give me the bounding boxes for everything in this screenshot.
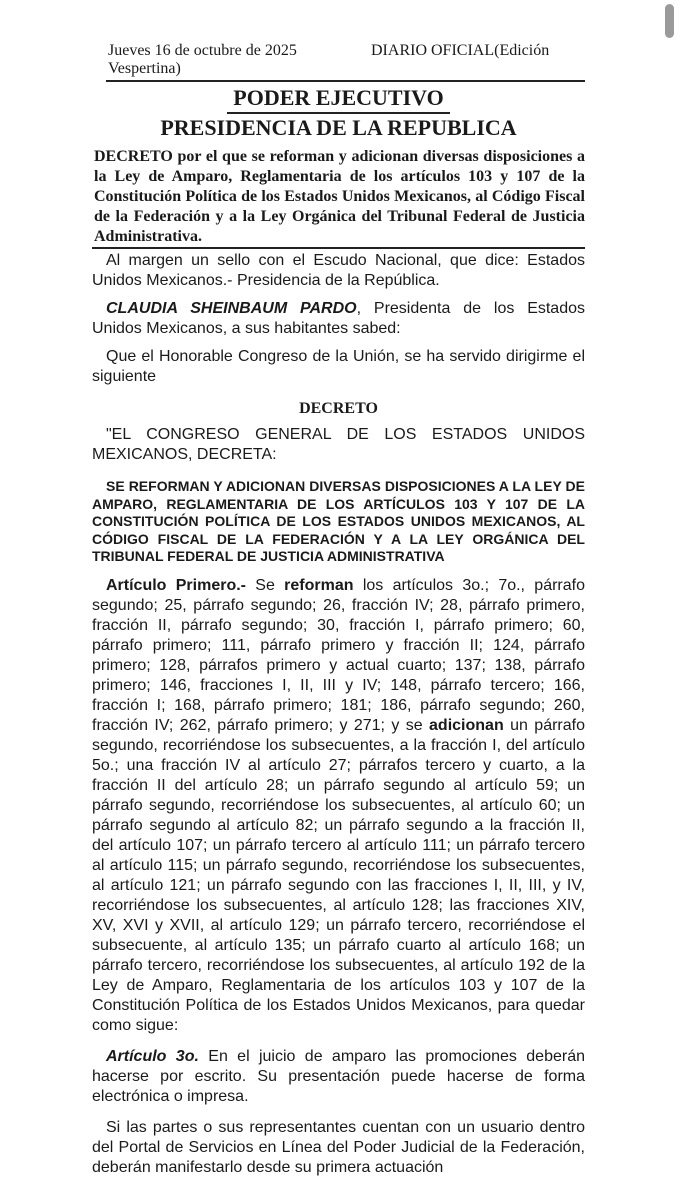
reform-heading: SE REFORMAN Y ADICIONAN DIVERSAS DISPOSICIONES A LA LEY DE AMPARO, REGLAMENTARIA DE LOS ARTÍCULOS 103 Y 107 DE LA CONSTITUCIÓN POLÍTICA DE LOS ESTADOS UNIDOS MEXICANOS, AL CÓDIGO FISCAL DE LA FEDERACIÓN Y A LA LEY ORGÁNICA DEL TRIBUNAL FEDERAL DE JUSTICIA ADMINISTRATIVA bbox=[92, 478, 585, 564]
articulo-primero-label: Artículo Primero.- bbox=[106, 576, 246, 594]
seal-paragraph: Al margen un sello con el Escudo Nacional, que dice: Estados Unidos Mexicanos.- Presidencia de la República. bbox=[92, 252, 585, 289]
last-paragraph: Si las partes o sus representantes cuentan con un usuario dentro del Portal de Servicios en Línea del Poder Judicial de la Federación, deberán manifestarlo desde su primera actuación bbox=[92, 1118, 585, 1176]
articulo-3-label: Artículo 3o. bbox=[106, 1047, 199, 1065]
articulo-primero: Artículo Primero.- Se reforman los artículos 3o.; 7o., párrafo segundo; 25, párrafo segundo; 26, fracción IV; 28, párrafo primero, fracción II, párrafo segundo; 30, fracción I, párrafo primero; 60, párrafo primero; 111, párrafo primero y fracción II; 124, párrafo primero; 128, párrafos primero y actual cuarto; 137; 138, párrafo primero; 146, fracciones I, II, III y IV; 148, párrafo tercero; 166, fracción I; 168, párrafo primero; 181; 186, párrafo segundo; 260, fracción IV; 262, párrafo primero; y 271; y se adicionan un párrafo segundo, recorriéndose los subsecuentes, a la fracción I, del artículo 5o.; una fracción IV al artículo 27; párrafos tercero y cuarto, a la fracción II del artículo 28; un párrafo segundo al artículo 59; un párrafo segundo, recorriéndose los subsecuentes, al artículo 60; un párrafo segundo al artículo 82; un párrafo segundo a la fracción II, del artículo 107; un párrafo tercero al artículo 111; un párrafo tercero al artículo 115; un párrafo segundo, recorriéndose los subsecuentes, al artículo 121; un párrafo segundo con las fracciones I, II, III, y IV, recorriéndose los subsecuentes, al artículo 128; las fracciones XIV, XV, XVI y XVII, al artículo 129; un párrafo tercero, recorriéndose el subsecuente, al artículo 135; un párrafo cuarto al artículo 168; un párrafo tercero, recorriéndose los subsecuentes, al artículo 192 de la Ley de Amparo, Reglamentaria de los artículos 103 y 107 de la Constitución Política de los Estados Unidos Mexicanos, para quedar como sigue: bbox=[92, 576, 585, 1034]
header-rule bbox=[106, 80, 585, 82]
document-page bbox=[92, 0, 585, 1178]
edition-label: (Edición bbox=[494, 42, 550, 59]
articulo-3: Artículo 3o. En el juicio de amparo las promociones deberán hacerse por escrito. Su presentación puede hacerse de forma electrónica o impresa. bbox=[92, 1047, 585, 1105]
edition-label-continued: Vespertina) bbox=[108, 60, 181, 77]
president-name: CLAUDIA SHEINBAUM PARDO bbox=[106, 300, 357, 317]
section-title: PODER EJECUTIVO bbox=[92, 85, 585, 114]
header-publication bbox=[371, 42, 549, 60]
publication-name: DIARIO OFICIAL bbox=[371, 42, 495, 59]
subsection-title: PRESIDENCIA DE LA REPUBLICA bbox=[160, 115, 517, 140]
president-paragraph: CLAUDIA SHEINBAUM PARDO, Presidenta de los Estados Unidos Mexicanos, a sus habitantes sabed: bbox=[92, 300, 585, 337]
page-header bbox=[92, 0, 585, 78]
header-date: Jueves 16 de octubre de 2025 bbox=[108, 42, 297, 59]
congress-decreta: "EL CONGRESO GENERAL DE LOS ESTADOS UNIDOS MEXICANOS, DECRETA: bbox=[92, 426, 585, 463]
decreto-heading: DECRETO bbox=[299, 400, 378, 417]
congress-paragraph: Que el Honorable Congreso de la Unión, se ha servido dirigirme el siguiente bbox=[92, 348, 585, 385]
decree-title: DECRETO por el que se reforman y adicionan diversas disposiciones a la Ley de Amparo, Reglamentaria de los artículos 103 y 107 de la Constitución Política de los Estados Unidos Mexicanos, al Código Fiscal de la Federación y a la Ley Orgánica del Tribunal Federal de Justicia Administrativa. bbox=[92, 147, 585, 249]
scrollbar-thumb[interactable] bbox=[665, 4, 674, 38]
